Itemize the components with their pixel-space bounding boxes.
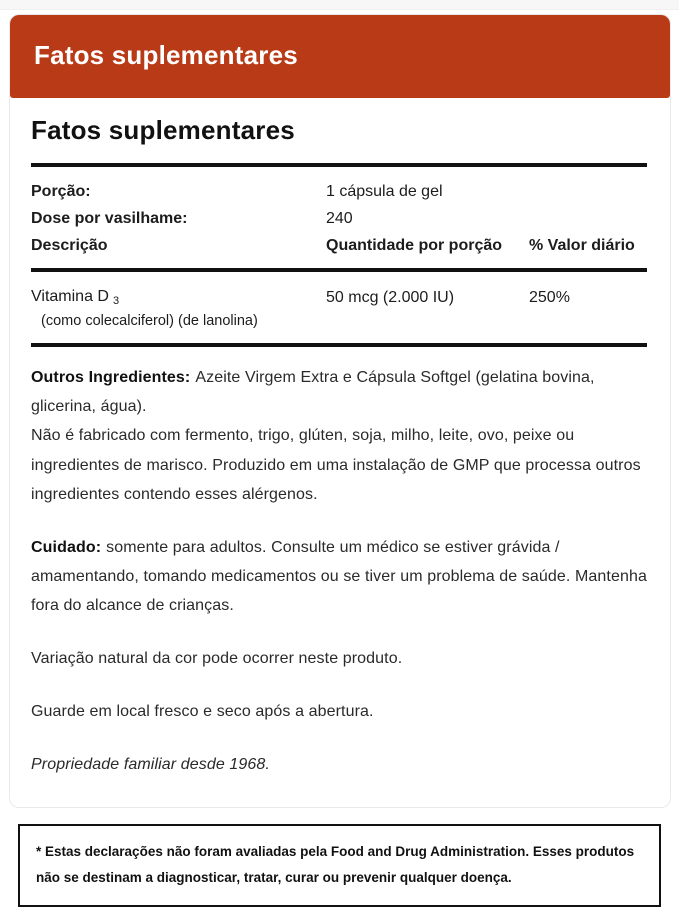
nutrient-subscript: 3: [112, 294, 120, 307]
servings-per-container-value: 240: [326, 210, 353, 228]
column-header-amount: Quantidade por porção: [326, 237, 503, 255]
caution-label: Cuidado:: [31, 538, 102, 556]
supplement-facts-card: [9, 14, 671, 808]
caution-text: somente para adultos. Consulte um médico se estiver grávida / amamentando, tomando medicamentos ou se tiver um problema de saúde. Mantenha fora do alcance de crianças.: [31, 538, 647, 614]
column-header-description: Descrição: [31, 237, 108, 255]
other-ingredients-text: Azeite Virgem Extra e Cápsula Softgel (gelatina bovina, glicerina, água).: [31, 369, 595, 416]
fda-disclaimer-text: * Estas declarações não foram avaliadas pela Food and Drug Administration. Esses produtos não se destinam a diagnosticar, tratar, curar ou prevenir qualquer doença.: [36, 844, 635, 886]
nutrient-row-vitamin-d: [31, 285, 326, 333]
nutrient-daily-value: 250%: [529, 288, 570, 306]
family-owned-text: Propriedade familiar desde 1968.: [31, 756, 270, 774]
column-header-daily-value: % Valor diário: [529, 237, 635, 255]
panel-title: Fatos suplementares: [31, 115, 295, 145]
divider-thick-top: [31, 163, 647, 167]
other-ingredients-paragraph: [31, 363, 647, 421]
notes-section: [31, 363, 647, 779]
allergen-text: Não é fabricado com fermento, trigo, glúten, soja, milho, leite, ovo, peixe ou ingredientes de marisco. Produzido em uma instalação de GMP que processa outros ingredientes contendo esses alérgenos.: [31, 427, 641, 503]
caution-paragraph: [31, 533, 647, 620]
top-divider: [0, 0, 679, 10]
serving-size-label: Porção:: [31, 183, 91, 200]
storage-note: [31, 697, 647, 726]
divider-thick-middle: [31, 268, 647, 272]
family-owned-note: [31, 750, 647, 779]
fda-disclaimer-box: [18, 824, 661, 906]
header-title: Fatos suplementares: [34, 40, 298, 70]
nutrient-name: Vitamina D: [31, 287, 109, 305]
facts-table: [31, 179, 647, 360]
color-variation-note: [31, 644, 647, 673]
serving-size-value: 1 cápsula de gel: [326, 183, 443, 200]
color-variation-text: Variação natural da cor pode ocorrer neste produto.: [31, 650, 403, 668]
other-ingredients-label: Outros Ingredientes:: [31, 369, 191, 387]
supplement-facts-body: [10, 98, 670, 807]
allergen-paragraph: [31, 421, 647, 508]
nutrient-note: (como colecalciferol) (de lanolina): [41, 312, 258, 329]
supplement-facts-header: [10, 15, 670, 98]
divider-thick-bottom: [31, 343, 647, 347]
servings-per-container-label: Dose por vasilhame:: [31, 210, 188, 228]
storage-text: Guarde em local fresco e seco após a abertura.: [31, 703, 374, 721]
nutrient-amount: 50 mcg (2.000 IU): [326, 288, 455, 306]
